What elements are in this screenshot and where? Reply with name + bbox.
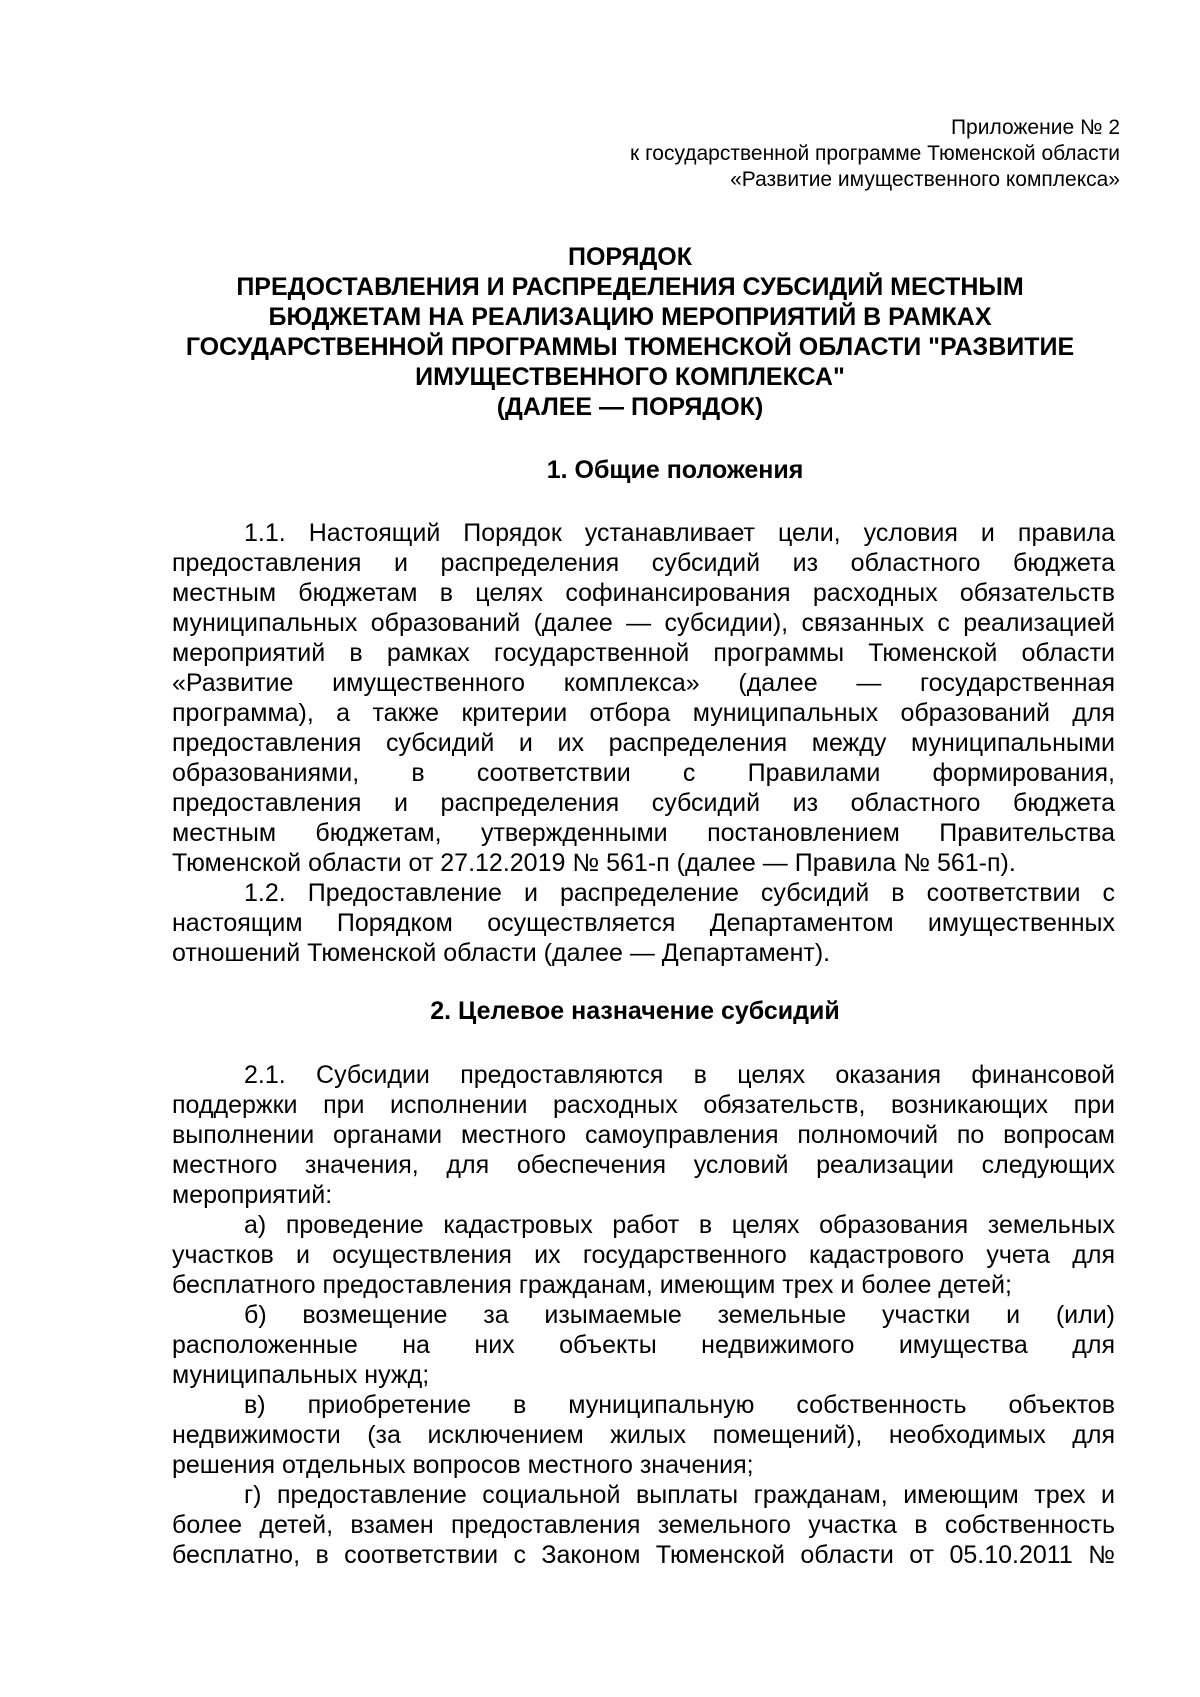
paragraph-line: а) проведение кадастровых работ в целях образования земельных: [244, 1211, 1115, 1239]
paragraph-line: расположенные на них объекты недвижимого имущества для: [172, 1331, 1115, 1359]
paragraph-line: более детей, взамен предоставления земельного участка в собственность: [172, 1511, 1115, 1539]
document-title: [150, 242, 1110, 422]
paragraph-line: Тюменской области от 27.12.2019 № 561-п (далее — Правила № 561-п).: [172, 849, 1016, 877]
paragraph-line: предоставления субсидий и их распределения между муниципальными: [172, 729, 1115, 757]
appendix-line: «Развитие имущественного комплекса»: [730, 168, 1120, 191]
paragraph-line: недвижимости (за исключением жилых помещений), необходимых для: [172, 1421, 1115, 1449]
paragraph-line: бесплатно, в соответствии с Законом Тюменской области от 05.10.2011 №: [172, 1541, 1115, 1569]
paragraph-line: выполнении органами местного самоуправления полномочий по вопросам: [172, 1121, 1115, 1149]
paragraph-line: местного значения, для обеспечения условий реализации следующих: [172, 1151, 1115, 1179]
paragraph-line: местным бюджетам в целях софинансирования расходных обязательств: [172, 579, 1115, 607]
paragraph-line: образованиями, в соответствии с Правилами формирования,: [172, 759, 1115, 787]
title-line: ПОРЯДОК: [568, 243, 692, 271]
paragraph-line: программа), а также критерии отбора муниципальных образований для: [172, 699, 1115, 727]
paragraph-line: мероприятий:: [172, 1181, 333, 1209]
paragraph-line: 1.1. Настоящий Порядок устанавливает цели, условия и правила: [244, 519, 1115, 547]
paragraph-line: 1.2. Предоставление и распределение субсидий в соответствии с: [244, 879, 1115, 907]
paragraph-line: поддержки при исполнении расходных обязательств, возникающих при: [172, 1091, 1115, 1119]
paragraph-line: б) возмещение за изымаемые земельные участки и (или): [244, 1301, 1115, 1329]
paragraph-line: муниципальных нужд;: [172, 1361, 430, 1389]
paragraph-line: муниципальных образований (далее — субсидии), связанных с реализацией: [172, 609, 1115, 637]
paragraph-line: в) приобретение в муниципальную собственность объектов: [244, 1391, 1115, 1419]
paragraph-line: мероприятий в рамках государственной программы Тюменской области: [172, 639, 1115, 667]
paragraph-line: настоящим Порядком осуществляется Департаментом имущественных: [172, 909, 1115, 937]
section-1-heading: 1. Общие положения: [546, 456, 804, 484]
title-line: ПРЕДОСТАВЛЕНИЯ И РАСПРЕДЕЛЕНИЯ СУБСИДИЙ МЕСТНЫМ: [236, 273, 1024, 301]
paragraph-line: 2.1. Субсидии предоставляются в целях оказания финансовой: [244, 1061, 1115, 1089]
appendix-line: к государственной программе Тюменской области: [630, 142, 1120, 165]
section-2-body: [172, 1060, 1115, 1570]
paragraph-line: бесплатного предоставления гражданам, имеющим трех и более детей;: [172, 1271, 1012, 1299]
section-2-heading: 2. Целевое назначение субсидий: [430, 997, 840, 1025]
title-line: БЮДЖЕТАМ НА РЕАЛИЗАЦИЮ МЕРОПРИЯТИЙ В РАМКАХ: [268, 303, 992, 331]
paragraph-line: отношений Тюменской области (далее — Департамент).: [172, 939, 831, 967]
title-line: ИМУЩЕСТВЕННОГО КОМПЛЕКСА": [415, 363, 845, 391]
section-1-body: [172, 518, 1115, 968]
appendix-line: Приложение № 2: [950, 116, 1120, 139]
paragraph-line: местным бюджетам, утвержденными постановлением Правительства: [172, 819, 1115, 847]
title-line: ГОСУДАРСТВЕННОЙ ПРОГРАММЫ ТЮМЕНСКОЙ ОБЛАСТИ "РАЗВИТИЕ: [185, 333, 1075, 361]
paragraph-line: участков и осуществления их государственного кадастрового учета для: [172, 1241, 1115, 1269]
paragraph-line: предоставления и распределения субсидий из областного бюджета: [172, 549, 1115, 577]
paragraph-line: решения отдельных вопросов местного значения;: [172, 1451, 754, 1479]
paragraph-line: предоставления и распределения субсидий из областного бюджета: [172, 789, 1115, 817]
title-line: (ДАЛЕЕ — ПОРЯДОК): [496, 393, 764, 421]
paragraph-line: г) предоставление социальной выплаты гражданам, имеющим трех и: [244, 1481, 1115, 1509]
paragraph-line: «Развитие имущественного комплекса» (далее — государственная: [172, 669, 1115, 697]
appendix-header: [420, 115, 1120, 193]
